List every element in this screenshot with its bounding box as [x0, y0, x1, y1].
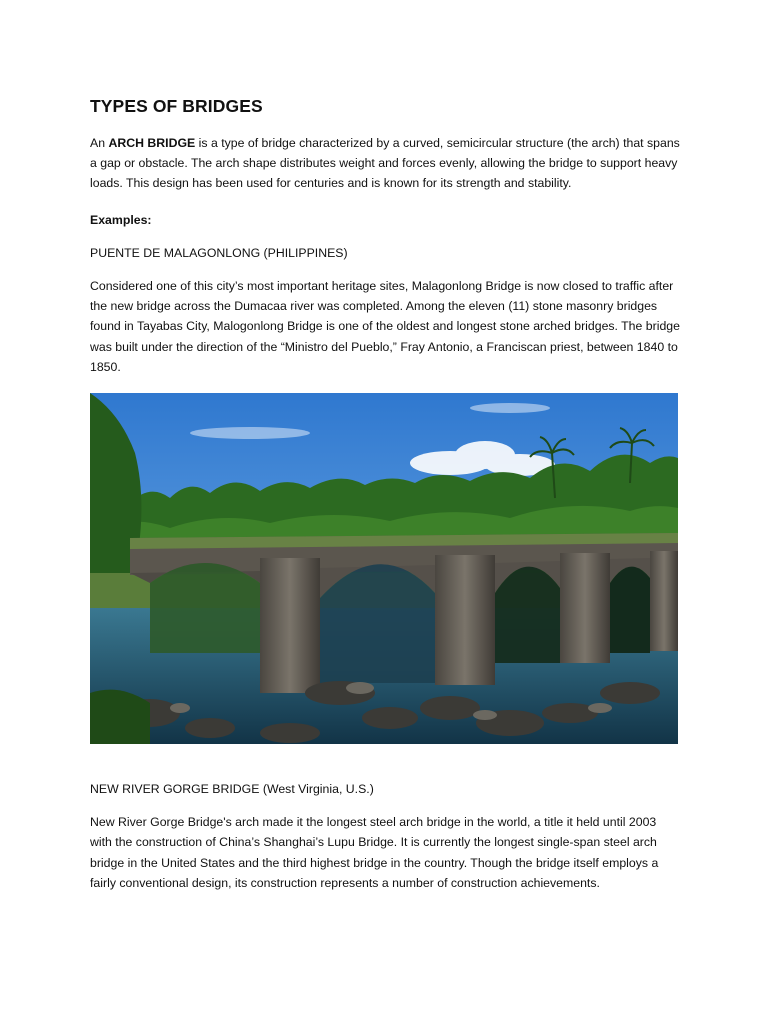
intro-rest: is a type of bridge characterized by a curved, semicircular structure (the arch) that spans a gap or obstacle. The arch shape distributes weight and forces evenly, allowing the bridge to support heavy loads. This design has been used for centuries and is known for its strength and stability.	[90, 136, 680, 191]
section-new-river-gorge	[90, 779, 680, 893]
examples-label: Examples:	[90, 212, 152, 227]
example1-heading: PUENTE DE MALAGONLONG (PHILIPPINES)	[90, 245, 348, 260]
example2-heading: NEW RIVER GORGE BRIDGE (West Virginia, U.S.)	[90, 782, 374, 796]
malagonlong-bridge-photo	[90, 393, 678, 744]
intro-term: ARCH BRIDGE	[108, 136, 196, 150]
intro-prefix: An	[90, 136, 109, 150]
example2-body: New River Gorge Bridge's arch made it the longest steel arch bridge in the world, a title it held until 2003 with the construction of China’s Shanghai’s Lupu Bridge. It is currently the longest single-span steel arch bridge in the United States and the third highest bridge in the country. Though the bridge itself employs a fairly conventional design, its construction represents a number of construction achievements.	[90, 815, 659, 890]
example1-body: Considered one of this city’s most important heritage sites, Malagonlong Bridge is now closed to traffic after the new bridge across the Dumacaa river was completed. Among the eleven (11) stone masonry bridges found in Tayabas City, Malogonlong Bridge is one of the oldest and longest stone arched bridges. The bridge was built under the direction of the “Ministro del Pueblo,” Fray Antonio, a Franciscan priest, between 1840 to 1850.	[90, 279, 680, 374]
intro-paragraph	[90, 133, 680, 194]
page-title: TYPES OF BRIDGES	[90, 96, 263, 116]
bridge-illustration	[90, 393, 678, 744]
foreground-foliage	[90, 690, 150, 744]
section-arch-bridge	[90, 96, 680, 377]
